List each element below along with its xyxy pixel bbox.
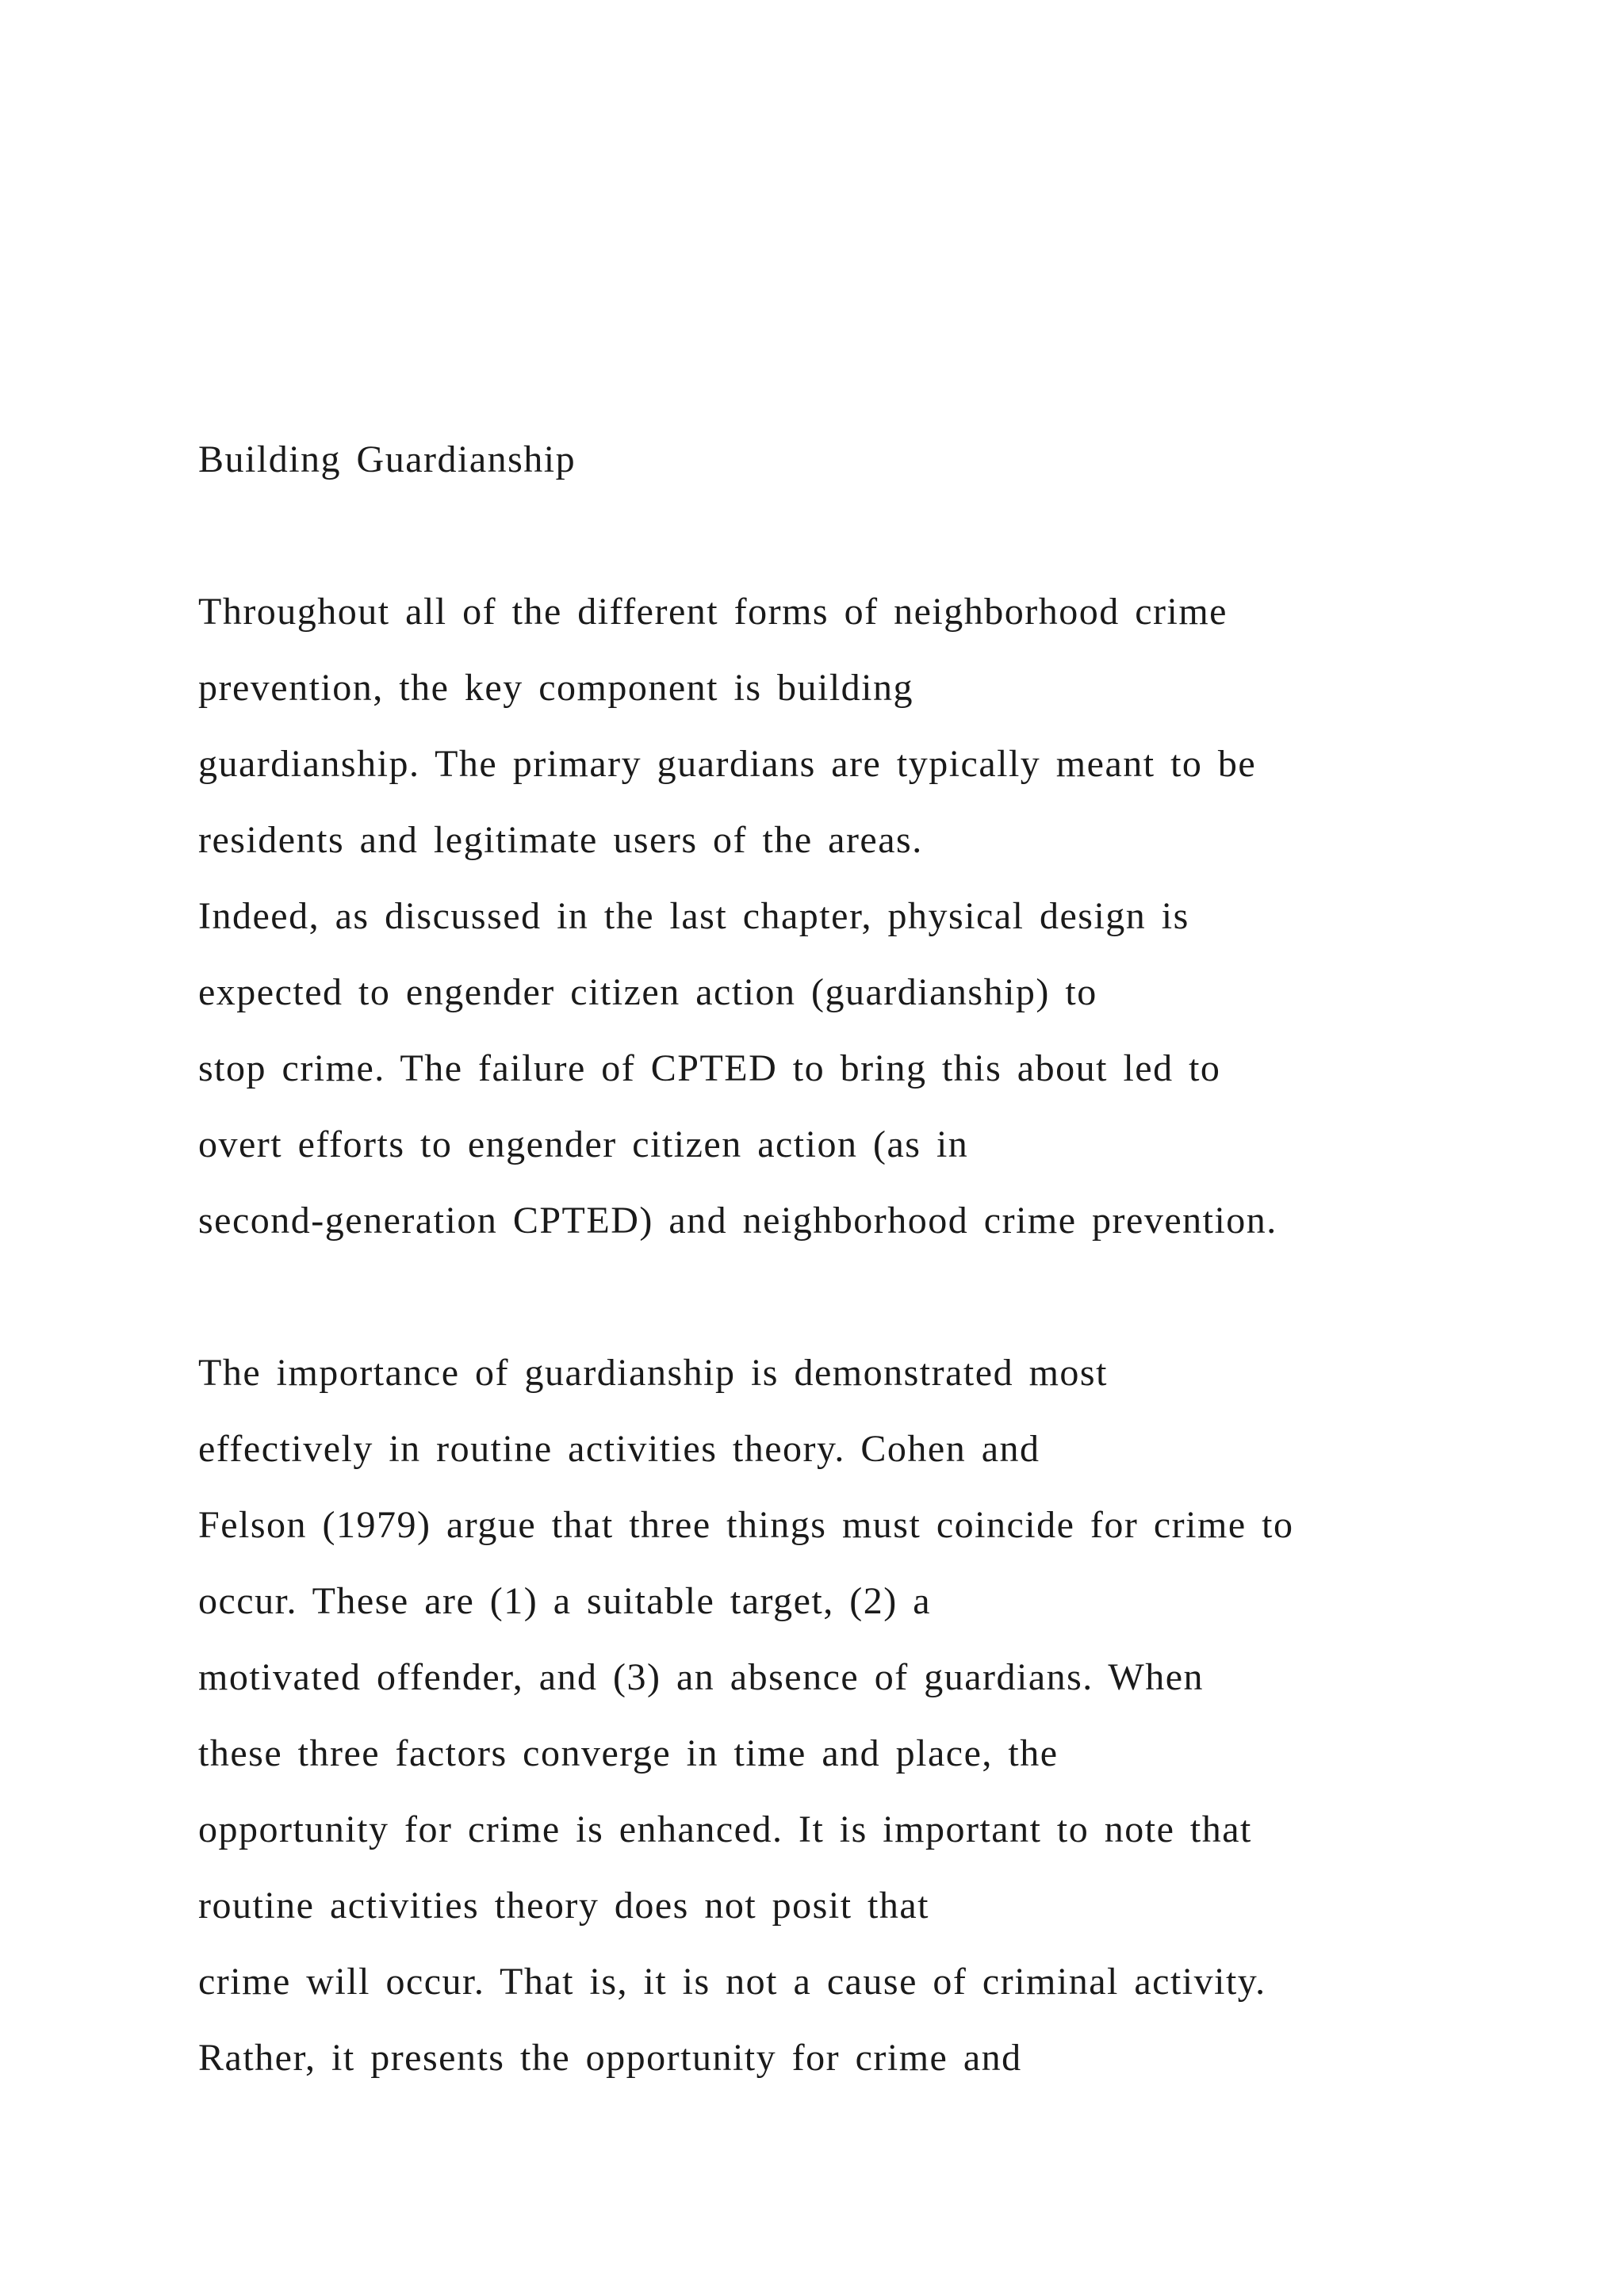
paragraph-2-line: occur. These are (1) a suitable target, (2) a xyxy=(198,1580,932,1622)
paragraph-1-line: Indeed, as discussed in the last chapter, physical design is xyxy=(198,895,1189,937)
document-body xyxy=(198,422,1594,2096)
paragraph-2-line: motivated offender, and (3) an absence of guardians. When xyxy=(198,1656,1205,1698)
paragraph-2-line: The importance of guardianship is demonstrated most xyxy=(198,1352,1108,1394)
paragraph-1-line: stop crime. The failure of CPTED to bring this about led to xyxy=(198,1047,1221,1089)
paragraph-2-line: Felson (1979) argue that three things must coincide for crime to xyxy=(198,1504,1294,1546)
document-title: Building Guardianship xyxy=(198,438,576,480)
spacer xyxy=(198,1259,1594,1335)
paragraph-1-line: expected to engender citizen action (guardianship) to xyxy=(198,971,1097,1013)
paragraph-1-line: guardianship. The primary guardians are typically meant to be xyxy=(198,743,1257,785)
paragraph-2-line: opportunity for crime is enhanced. It is important to note that xyxy=(198,1808,1252,1850)
paragraph-1-line: second-generation CPTED) and neighborhood crime prevention. xyxy=(198,1200,1277,1242)
paragraph-2-line: crime will occur. That is, it is not a cause of criminal activity. xyxy=(198,1961,1266,2003)
paragraph-1-line: residents and legitimate users of the areas. xyxy=(198,819,923,861)
paragraph-1-line: overt efforts to engender citizen action (as in xyxy=(198,1123,969,1165)
paragraph-2-line: effectively in routine activities theory. Cohen and xyxy=(198,1428,1040,1470)
spacer xyxy=(198,498,1594,574)
paragraph-2-line: these three factors converge in time and place, the xyxy=(198,1732,1059,1774)
paragraph-2-line: routine activities theory does not posit that xyxy=(198,1885,930,1927)
paragraph-1-line: Throughout all of the different forms of neighborhood crime xyxy=(198,591,1228,633)
paragraph-1-line: prevention, the key component is building xyxy=(198,667,914,709)
paragraph-2-line: Rather, it presents the opportunity for crime and xyxy=(198,2037,1022,2079)
